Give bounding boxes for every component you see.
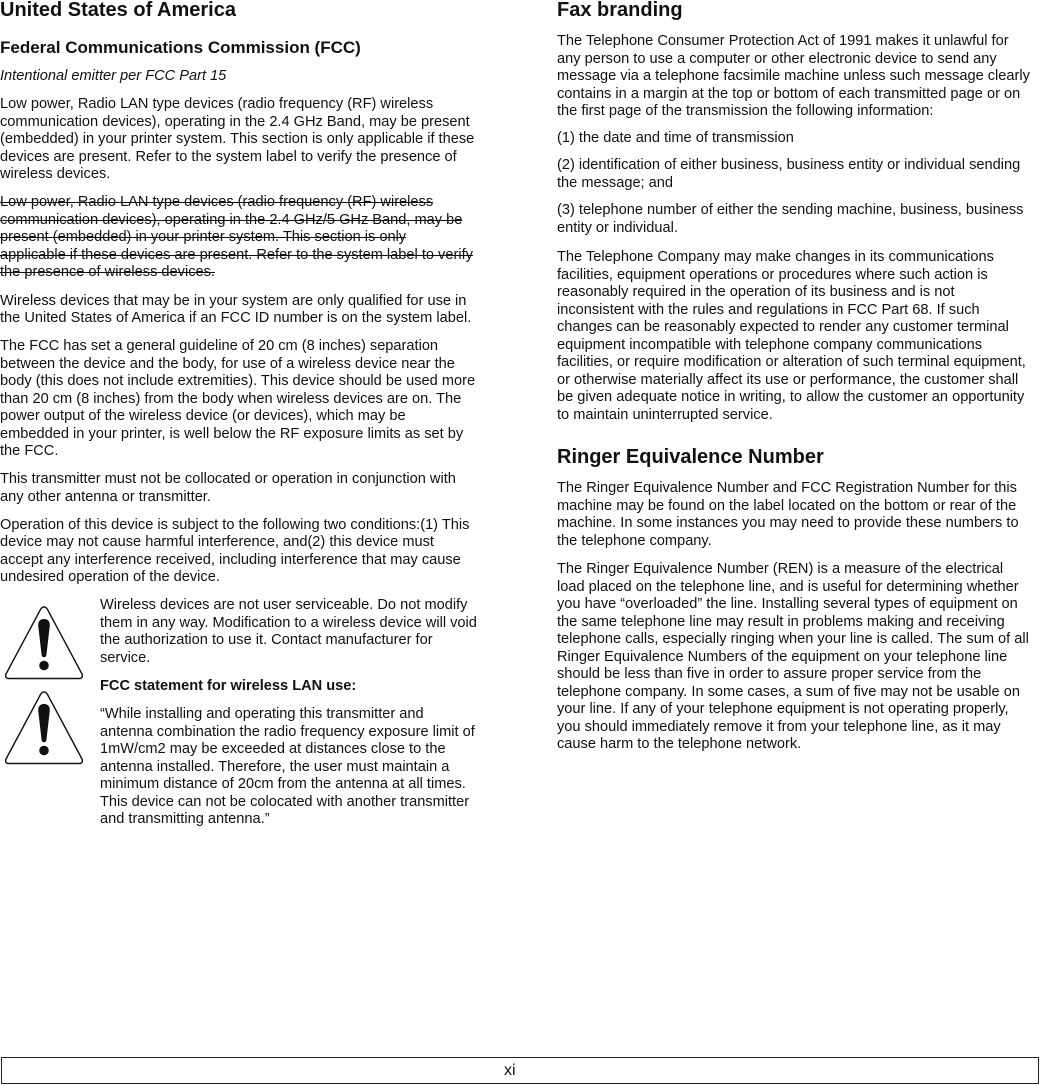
text-line: The FCC has set a general guideline of 20 cm (8 inches) separation bbox=[0, 338, 439, 355]
text-line: the telephone company. bbox=[557, 532, 712, 549]
paragraph-separation-guideline bbox=[0, 338, 486, 461]
text-line: be given adequate notice in writing, to allow the customer an opportunity bbox=[557, 389, 1025, 406]
text-line: Wireless devices are not user serviceable. Do not modify bbox=[100, 597, 468, 614]
page-number: xi bbox=[504, 1062, 516, 1079]
text-line: the first page of the transmission the following information: bbox=[557, 103, 934, 120]
text-line: The Telephone Company may make changes in its communications bbox=[557, 249, 994, 266]
text-line: Wireless devices that may be in your system are only qualified for use in bbox=[0, 292, 467, 309]
text-line: The Telephone Consumer Protection Act of 1991 makes it unlawful for bbox=[557, 33, 1009, 50]
fax-item-date-time bbox=[557, 130, 1039, 148]
text-line: undesired operation of the device. bbox=[0, 569, 220, 586]
page-footer bbox=[1, 1057, 1039, 1084]
text-line: changes can be reasonably expected to render any customer terminal bbox=[557, 319, 1009, 336]
paragraph-ren-measure bbox=[557, 561, 1039, 754]
text-line: applicable if these devices are present. Refer to the system label to verify bbox=[0, 246, 473, 263]
text-line: the United States of America if an FCC ID number is on the system label. bbox=[0, 310, 472, 327]
lan-warning bbox=[0, 678, 486, 829]
text-line: minimum distance of 20cm from the antenna at all times. bbox=[100, 776, 466, 793]
text-line: “While installing and operating this transmitter and bbox=[100, 706, 424, 723]
text-line: Ringer Equivalence Numbers of the equipment on your telephone line bbox=[557, 648, 1008, 665]
text-line: device may not cause harmful interference, and(2) this device must bbox=[0, 534, 434, 551]
paragraph-telephone-company bbox=[557, 249, 1039, 424]
warning-triangle-icon-graphic bbox=[3, 604, 85, 682]
text-line: (2) identification of either business, business entity or individual sending bbox=[557, 157, 1021, 174]
text-line: body (this does not include extremities). This device should be used more bbox=[0, 373, 476, 390]
text-line: contains in a margin at the top or bottom of each transmitted page or on bbox=[557, 85, 1021, 102]
warning-triangle-icon bbox=[3, 689, 85, 767]
text-line: facilities, or require modification or alteration of such terminal equipment, bbox=[557, 354, 1026, 371]
text-line: the presence of wireless devices. bbox=[0, 264, 215, 281]
fcc-heading: Federal Communications Commission (FCC) bbox=[0, 38, 361, 57]
right-column bbox=[557, 0, 1039, 764]
emitter-note: Intentional emitter per FCC Part 15 bbox=[0, 68, 227, 85]
paragraph-fax-intro bbox=[557, 33, 1039, 121]
text-line: cause harm to the telephone network. bbox=[557, 736, 802, 753]
text-line: between the device and the body, for use of a wireless device near the bbox=[0, 355, 455, 372]
text-line: entity or individual. bbox=[557, 219, 678, 236]
text-line: antenna combination the radio frequency exposure limit of bbox=[100, 723, 475, 740]
text-line: machine may be found on the label located on the bottom or rear of the bbox=[557, 497, 1017, 514]
text-line: any other antenna or transmitter. bbox=[0, 488, 211, 505]
text-line: any person to use a computer or other electronic device to send any bbox=[557, 50, 997, 67]
text-line: Low power, Radio LAN type devices (radio frequency (RF) wireless bbox=[0, 194, 434, 211]
text-line: power output of the wireless device (or devices), which may be bbox=[0, 408, 406, 425]
text-line: you should immediately remove it from your telephone line, as it may bbox=[557, 718, 1001, 735]
text-line: your line. If any of your telephone equipment is not operating properly, bbox=[557, 701, 1009, 718]
warning-service-text bbox=[100, 597, 486, 667]
text-line: devices are present. Refer to the system label to verify the presence of bbox=[0, 148, 457, 165]
paragraph-qualified-use bbox=[0, 293, 486, 328]
paragraph-low-power bbox=[0, 96, 486, 184]
us-heading: United States of America bbox=[0, 0, 236, 21]
lan-statement-text bbox=[100, 706, 486, 829]
fax-item-telephone-number bbox=[557, 202, 1039, 237]
text-line: accept any interference received, including interference that may cause bbox=[0, 551, 461, 568]
text-line: communication devices), operating in the 2.4 GHz/5 GHz Band, may be bbox=[0, 211, 463, 228]
lan-statement-heading: FCC statement for wireless LAN use: bbox=[100, 678, 357, 694]
paragraph-low-power-struck bbox=[0, 194, 486, 282]
text-line: inconsistent with the rules and regulations in FCC Part 68. If such bbox=[557, 301, 980, 318]
text-line: communication devices), operating in the 2.4 GHz Band, may be present bbox=[0, 113, 470, 130]
fax-item-identification bbox=[557, 157, 1039, 192]
text-line: 1mW/cm2 may be exceeded at distances close to the bbox=[100, 741, 446, 758]
service-warning bbox=[0, 597, 486, 667]
text-line: (3) telephone number of either the sending machine, business, business bbox=[557, 202, 1024, 219]
text-line: the authorization to use it. Contact manufacturer for bbox=[100, 632, 433, 649]
text-line: machine. In some instances you may need to provide these numbers to bbox=[557, 515, 1019, 532]
ren-heading: Ringer Equivalence Number bbox=[557, 446, 824, 468]
text-line: wireless devices. bbox=[0, 166, 111, 183]
text-line: should be less than five in order to assure proper service from the bbox=[557, 666, 982, 683]
paragraph-collocation bbox=[0, 471, 486, 506]
text-line: load placed on the telephone line, and is useful for determining whether bbox=[557, 578, 1019, 595]
text-line: This transmitter must not be collocated or operation in conjunction with bbox=[0, 471, 456, 488]
warning-triangle-icon bbox=[3, 604, 85, 682]
text-line: and transmitting antenna.” bbox=[100, 811, 270, 828]
text-line: telephone company. In some cases, a sum of five may not be usable on bbox=[557, 683, 1020, 700]
paragraph-ren-label bbox=[557, 480, 1039, 550]
text-line: equipment incompatible with telephone company communications bbox=[557, 336, 983, 353]
text-line: the same telephone line may result in problems making and receiving bbox=[557, 613, 1005, 630]
text-line: telephone calls, especially ringing when your line is called. The sum of all bbox=[557, 631, 1029, 648]
text-line: the FCC. bbox=[0, 443, 59, 460]
left-column bbox=[0, 0, 486, 839]
text-line: than 20 cm (8 inches) from the body when wireless devices are on. The bbox=[0, 390, 462, 407]
fax-branding-heading: Fax branding bbox=[557, 0, 683, 21]
text-line: The Ringer Equivalence Number and FCC Registration Number for this bbox=[557, 480, 1017, 497]
text-line: (1) the date and time of transmission bbox=[557, 130, 794, 147]
warning-triangle-icon-graphic bbox=[3, 689, 85, 767]
text-line: message via a telephone facsimile machine unless such message clearly bbox=[557, 68, 1030, 85]
paragraph-operating-conditions bbox=[0, 517, 486, 587]
text-line: embedded in your printer, is well below the RF exposure limits as set by bbox=[0, 425, 464, 442]
text-line: This device can not be colocated with another transmitter bbox=[100, 793, 470, 810]
text-line: The Ringer Equivalence Number (REN) is a measure of the electrical bbox=[557, 561, 1004, 578]
text-line: facilities, equipment operations or procedures where such action is bbox=[557, 266, 988, 283]
text-line: antenna installed. Therefore, the user must maintain a bbox=[100, 758, 450, 775]
text-line: you have “overloaded” the line. Installing several types of equipment on bbox=[557, 596, 1018, 613]
text-line: (embedded) in your printer system. This section is only applicable if these bbox=[0, 131, 475, 148]
text-line: service. bbox=[100, 649, 151, 666]
text-line: Low power, Radio LAN type devices (radio frequency (RF) wireless bbox=[0, 96, 434, 113]
text-line: the message; and bbox=[557, 174, 674, 191]
text-line: present (embedded) in your printer system. This section is only bbox=[0, 229, 407, 246]
text-line: to maintain uninterrupted service. bbox=[557, 406, 773, 423]
text-line: Operation of this device is subject to the following two conditions:(1) This bbox=[0, 516, 470, 533]
text-line: reasonably required in the operation of its business and is not bbox=[557, 284, 955, 301]
text-line: or otherwise materially affect its use or performance, the customer shall bbox=[557, 371, 1019, 388]
text-line: them in any way. Modification to a wireless device will void bbox=[100, 614, 477, 631]
